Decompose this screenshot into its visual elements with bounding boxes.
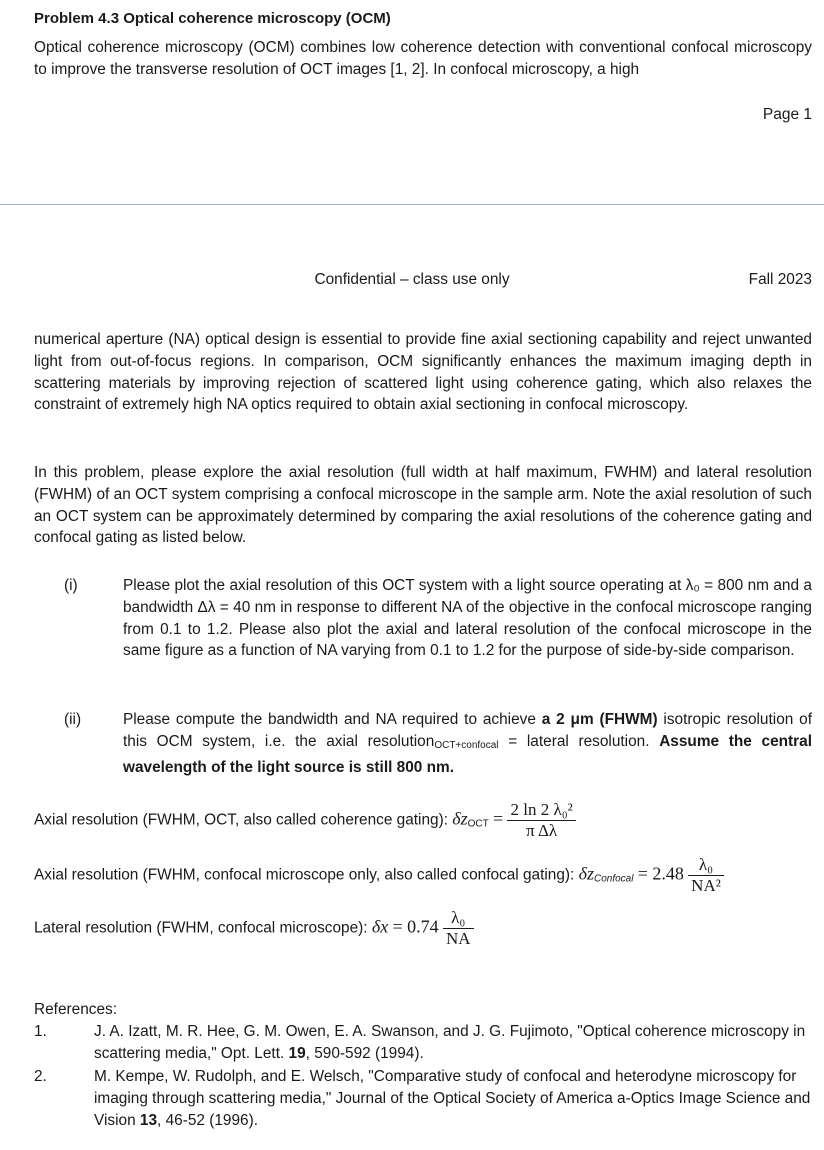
equation-fraction — [507, 800, 575, 841]
equation-lateral — [34, 908, 474, 949]
item-text-ii — [123, 709, 812, 778]
item-number-ii: (ii) — [64, 711, 82, 728]
equation-confocal-axial — [34, 855, 724, 896]
paragraph-problem-statement: In this problem, please explore the axial resolution (full width at half maximum, FWHM) and lateral resolution (FWHM) of an OCT system comprising a confocal microscope in the sample arm. Note the axial resolution of such an OCT system can be approximately determined by comparing the axial resolutions of the coherence gating and confocal gating as listed below. — [34, 464, 812, 547]
fraction-denominator: NA² — [691, 876, 721, 895]
fraction-numerator: 2 ln 2 λ₀² — [507, 800, 575, 821]
page-break-divider — [0, 204, 824, 205]
reference-text-b: , 46-52 (1996). — [157, 1111, 259, 1129]
reference-text-a: M. Kempe, W. Rudolph, and E. Welsch, "Comparative study of confocal and heterodyne microscopy for imaging through scattering media," Journal of the Optical Society of America a-Optics Image Science and Vision — [94, 1068, 811, 1129]
reference-item — [94, 1066, 812, 1131]
equation-fraction — [443, 908, 474, 949]
equation-lhs: δz — [578, 863, 594, 884]
item-ii-text-a: Please compute the bandwidth and NA required to achieve — [123, 711, 542, 728]
item-ii-subscript: OCT+confocal — [434, 739, 499, 751]
references-heading: References: — [34, 1001, 117, 1018]
equation-lhs-sub: OCT — [467, 818, 489, 830]
fraction-numerator: λ₀ — [688, 855, 724, 876]
page-number: Page 1 — [762, 106, 812, 123]
reference-item — [94, 1021, 812, 1065]
equation-lhs: δz — [452, 808, 468, 829]
equation-label: Axial resolution (FWHM, confocal microscope only, also called confocal gating): — [34, 866, 575, 884]
item-text-i: Please plot the axial resolution of this OCT system with a light source operating at λ₀ = 800 nm and a bandwidth Δλ = 40 nm in response to different NA of the objective in the confocal microscope ranging from 0.1 to 1.2. Please also plot the axial and lateral resolution of the confocal microscope in the same figure as a function of NA varying from 0.1 to 1.2 for the purpose of side-by-side comparison. — [123, 577, 812, 660]
item-ii-text-c: = lateral resolution. — [498, 732, 660, 750]
equation-fraction — [688, 855, 724, 896]
reference-number: 1. — [34, 1023, 47, 1040]
equation-rhs-prefix: = 0.74 — [392, 916, 439, 937]
item-ii-bold-target: a 2 μm (FHWM) — [541, 711, 658, 728]
item-ii-text-b: isotropic resolution of this OCM system, i.e. the axial resolution — [123, 711, 812, 750]
footer-term: Fall 2023 — [748, 271, 812, 288]
equation-label: Axial resolution (FWHM, OCT, also called coherence gating): — [34, 811, 448, 829]
reference-number: 2. — [34, 1068, 47, 1085]
reference-volume: 19 — [288, 1044, 306, 1062]
equation-rhs-prefix: = — [493, 808, 504, 829]
fraction-denominator: NA — [445, 929, 471, 948]
fraction-denominator: π Δλ — [526, 821, 558, 840]
equation-lhs: δx — [371, 916, 389, 937]
item-ii-bold-assumption: Assume the central wavelength of the light source is still 800 nm. — [123, 732, 812, 776]
item-number-i: (i) — [64, 577, 78, 594]
fraction-numerator: λ₀ — [443, 908, 474, 929]
paragraph-na-design: numerical aperture (NA) optical design is essential to provide fine axial sectioning capability and reject unwanted light from out-of-focus regions. In comparison, OCM significantly enhances the maximum imaging depth in scattering materials by improving rejection of scattered light using coherence gating, which also relaxes the constraint of extremely high NA optics required to obtain axial sectioning in confocal microscopy. — [34, 331, 812, 414]
equation-rhs-prefix: = 2.48 — [637, 863, 684, 884]
footer-confidential: Confidential – class use only — [314, 271, 510, 288]
equation-label: Lateral resolution (FWHM, confocal microscope): — [34, 919, 368, 937]
reference-text-a: J. A. Izatt, M. R. Hee, G. M. Owen, E. A. Swanson, and J. G. Fujimoto, "Optical coherence microscopy in scattering media," Opt. Lett. — [94, 1023, 806, 1062]
intro-paragraph: Optical coherence microscopy (OCM) combines low coherence detection with conventional confocal microscopy to improve the transverse resolution of OCT images [1, 2]. In confocal microscopy, a high — [34, 39, 812, 78]
reference-volume: 13 — [139, 1111, 158, 1129]
problem-title: Problem 4.3 Optical coherence microscopy (OCM) — [34, 10, 391, 27]
equation-oct-axial — [34, 800, 576, 841]
reference-text-b: , 590-592 (1994). — [305, 1044, 424, 1062]
equation-lhs-sub: Confocal — [593, 873, 634, 885]
